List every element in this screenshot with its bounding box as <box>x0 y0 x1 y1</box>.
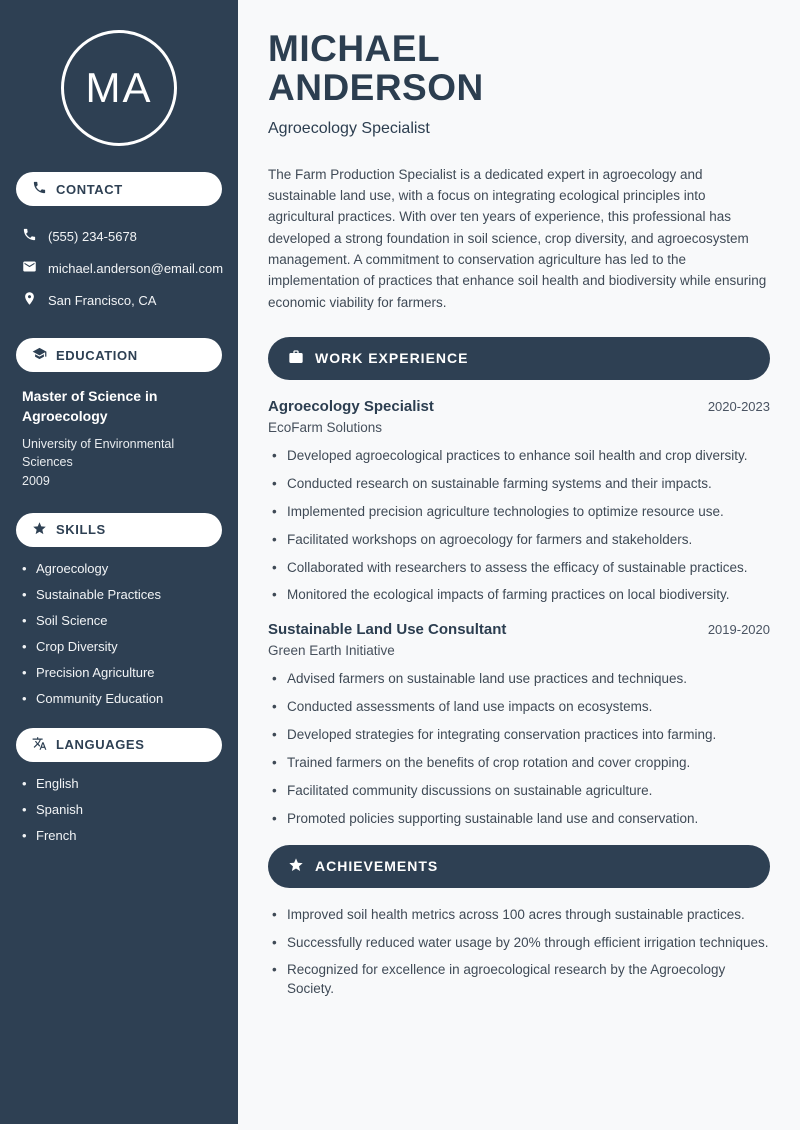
location-pin-icon <box>22 291 37 309</box>
skill-item: • Soil Science <box>22 613 216 628</box>
languages-section-header <box>16 728 222 762</box>
skills-header-label: SKILLS <box>56 522 106 538</box>
contact-location-value: San Francisco, CA <box>48 292 157 308</box>
achievements-header-label: ACHIEVEMENTS <box>315 858 439 875</box>
job-title: Sustainable Land Use Consultant <box>268 621 507 639</box>
job-entry <box>268 398 770 605</box>
candidate-last-name: ANDERSON <box>268 66 484 108</box>
email-icon <box>22 259 37 277</box>
skills-section-header <box>16 513 222 547</box>
achievements-section-header <box>268 845 770 888</box>
job-bullet: • Collaborated with researchers to assess the efficacy of sustainable practices. <box>272 559 770 578</box>
work-experience-header-label: WORK EXPERIENCE <box>315 350 469 367</box>
job-bullet: • Developed strategies for integrating conservation practices into farming. <box>272 726 770 745</box>
star-icon <box>32 521 47 539</box>
job-bullet: • Implemented precision agriculture technologies to optimize resource use. <box>272 503 770 522</box>
contact-phone-row <box>16 220 222 252</box>
skill-item: • Community Education <box>22 691 216 706</box>
star-icon <box>288 857 304 876</box>
language-item: • French <box>22 828 216 843</box>
education-entry <box>16 386 222 491</box>
job-bullet-list <box>268 670 770 828</box>
education-year: 2009 <box>22 474 50 489</box>
job-bullet: • Developed agroecological practices to enhance soil health and crop diversity. <box>272 447 770 466</box>
job-bullet: • Monitored the ecological impacts of farming practices on local biodiversity. <box>272 586 770 605</box>
phone-icon <box>32 180 47 198</box>
candidate-name <box>268 30 770 108</box>
job-bullet: • Facilitated workshops on agroecology for farmers and stakeholders. <box>272 531 770 550</box>
education-school: University of Environmental Sciences <box>22 436 175 470</box>
job-dates: 2019-2020 <box>707 622 770 638</box>
candidate-title: Agroecology Specialist <box>268 119 430 137</box>
achievement-bullet: • Recognized for excellence in agroecological research by the Agroecology Society. <box>272 961 770 999</box>
language-item: • English <box>22 776 216 791</box>
avatar-initials: MA <box>85 64 153 111</box>
job-bullet-list <box>268 447 770 605</box>
language-item: • Spanish <box>22 802 216 817</box>
job-bullet: • Conducted research on sustainable farming systems and their impacts. <box>272 475 770 494</box>
job-bullet: • Promoted policies supporting sustainable land use and conservation. <box>272 810 770 829</box>
education-header-label: EDUCATION <box>56 347 138 363</box>
work-experience-section-header <box>268 337 770 380</box>
translate-icon <box>32 736 47 754</box>
languages-header-label: LANGUAGES <box>56 737 145 753</box>
contact-location-row <box>16 284 222 316</box>
achievements-list <box>268 906 770 1000</box>
job-header <box>268 621 770 638</box>
contact-phone-value: (555) 234-5678 <box>48 228 137 244</box>
job-bullet: • Facilitated community discussions on sustainable agriculture. <box>272 782 770 801</box>
main-content <box>238 0 800 1130</box>
profile-summary: The Farm Production Specialist is a dedicated expert in agroecology and sustainable land use, with a focus on integrating ecological principles into agricultural practices. With over ten years of experience, this professional has developed a strong foundation in soil science, crop diversity, and agroecosystem management. A commitment to conservation agriculture has led to the implementation of practices that enhance soil health and biodiversity while ensuring economic viability for farmers. <box>268 166 767 310</box>
achievement-bullet: • Successfully reduced water usage by 20% through efficient irrigation techniques. <box>272 934 770 953</box>
job-bullet: • Trained farmers on the benefits of crop rotation and cover cropping. <box>272 754 770 773</box>
sidebar <box>0 0 238 1124</box>
skills-list <box>16 561 222 706</box>
job-header <box>268 398 770 415</box>
job-entry <box>268 621 770 828</box>
job-bullet: • Advised farmers on sustainable land use practices and techniques. <box>272 670 770 689</box>
contact-section-header <box>16 172 222 206</box>
skill-item: • Sustainable Practices <box>22 587 216 602</box>
contact-header-label: CONTACT <box>56 181 123 197</box>
education-degree: Master of Science in Agroecology <box>22 388 158 425</box>
job-dates: 2020-2023 <box>707 398 770 414</box>
job-company: EcoFarm Solutions <box>268 419 383 435</box>
education-section-header <box>16 338 222 372</box>
achievement-bullet: • Improved soil health metrics across 100 acres through sustainable practices. <box>272 906 770 925</box>
avatar <box>61 30 177 146</box>
phone-icon <box>22 227 37 245</box>
contact-email-value: michael.anderson@email.com <box>48 260 224 276</box>
job-title: Agroecology Specialist <box>268 397 434 415</box>
contact-email-row <box>16 252 222 284</box>
skill-item: • Crop Diversity <box>22 639 216 654</box>
candidate-first-name: MICHAEL <box>268 28 441 69</box>
skill-item: • Agroecology <box>22 561 216 576</box>
briefcase-icon <box>288 349 304 368</box>
skill-item: • Precision Agriculture <box>22 665 216 680</box>
job-company: Green Earth Initiative <box>268 643 395 659</box>
job-bullet: • Conducted assessments of land use impacts on ecosystems. <box>272 698 770 717</box>
languages-list <box>16 776 222 843</box>
graduation-cap-icon <box>32 346 47 364</box>
